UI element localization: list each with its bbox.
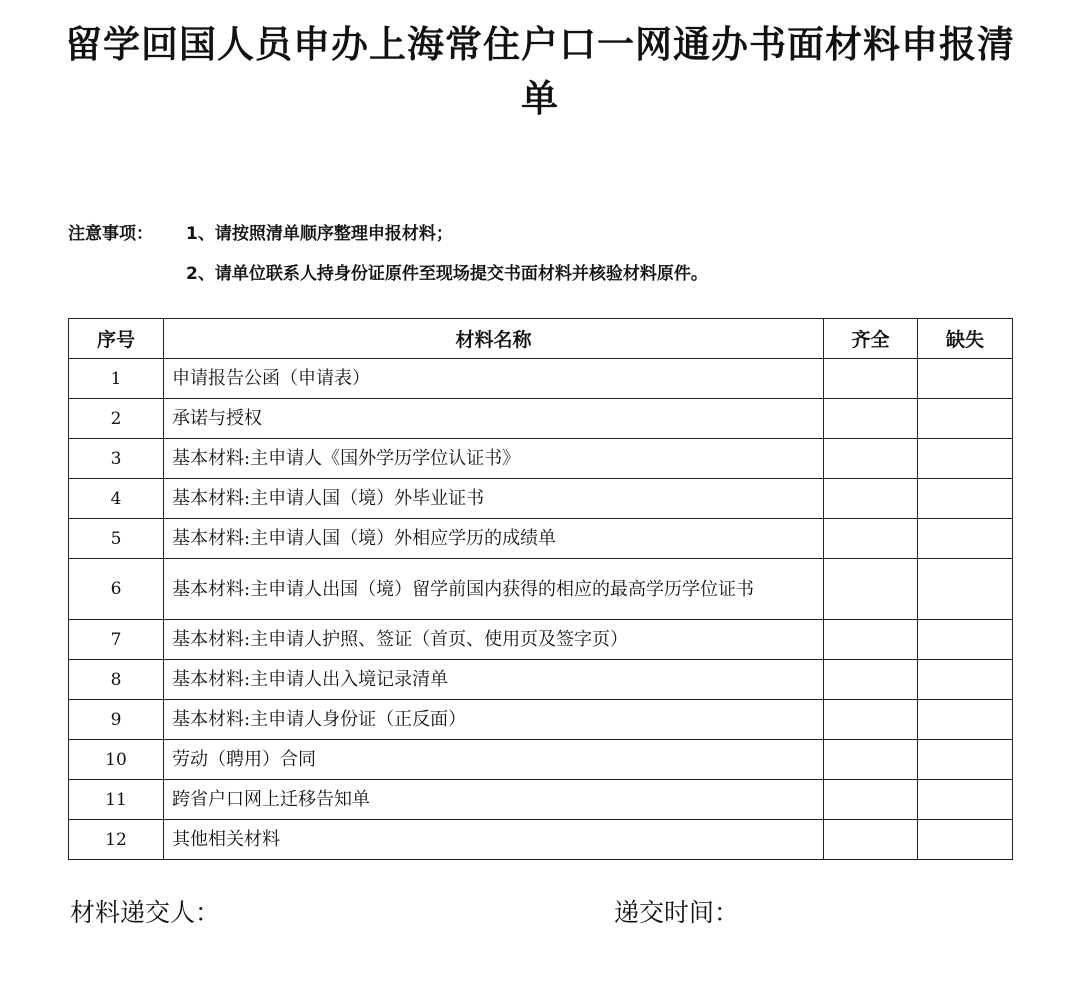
row-complete-cell[interactable] <box>824 519 918 559</box>
row-complete-cell[interactable] <box>824 559 918 620</box>
row-missing-cell[interactable] <box>918 740 1013 780</box>
header-missing: 缺失 <box>918 319 1013 359</box>
table-row <box>69 559 1013 620</box>
header-complete: 齐全 <box>824 319 918 359</box>
row-complete-cell[interactable] <box>824 620 918 660</box>
row-missing-cell[interactable] <box>918 479 1013 519</box>
row-material-name: 基本材料:主申请人出入境记录清单 <box>164 660 824 700</box>
row-number: 1 <box>69 359 164 399</box>
row-missing-cell[interactable] <box>918 519 1013 559</box>
row-missing-cell[interactable] <box>918 660 1013 700</box>
row-material-name: 基本材料:主申请人国（境）外相应学历的成绩单 <box>164 519 824 559</box>
row-missing-cell[interactable] <box>918 559 1013 620</box>
row-missing-cell[interactable] <box>918 700 1013 740</box>
row-missing-cell[interactable] <box>918 439 1013 479</box>
row-material-name: 基本材料:主申请人护照、签证（首页、使用页及签字页） <box>164 620 824 660</box>
row-material-name: 承诺与授权 <box>164 399 824 439</box>
table-row <box>69 479 1013 519</box>
document-title: 留学回国人员申办上海常住户口一网通办书面材料申报清单 <box>65 23 1015 120</box>
row-complete-cell[interactable] <box>824 820 918 860</box>
row-missing-cell[interactable] <box>918 399 1013 439</box>
materials-checklist-table <box>68 318 1013 860</box>
row-material-name: 基本材料:主申请人国（境）外毕业证书 <box>164 479 824 519</box>
row-number: 12 <box>69 820 164 860</box>
row-number: 7 <box>69 620 164 660</box>
row-complete-cell[interactable] <box>824 479 918 519</box>
submitter-label: 材料递交人： <box>70 898 221 927</box>
notes-section <box>68 218 1028 298</box>
row-material-name: 基本材料:主申请人身份证（正反面） <box>164 700 824 740</box>
table-row <box>69 820 1013 860</box>
table-header-row <box>69 319 1013 359</box>
table-row <box>69 439 1013 479</box>
notes-label: 注意事项： <box>68 224 153 244</box>
note-row-1 <box>68 218 1028 258</box>
row-material-name: 基本材料:主申请人《国外学历学位认证书》 <box>164 439 824 479</box>
header-material-name: 材料名称 <box>164 319 824 359</box>
row-material-name: 劳动（聘用）合同 <box>164 740 824 780</box>
row-material-name: 申请报告公函（申请表） <box>164 359 824 399</box>
row-complete-cell[interactable] <box>824 660 918 700</box>
row-complete-cell[interactable] <box>824 439 918 479</box>
row-number: 11 <box>69 780 164 820</box>
row-missing-cell[interactable] <box>918 359 1013 399</box>
table-row <box>69 740 1013 780</box>
table-row <box>69 780 1013 820</box>
row-number: 8 <box>69 660 164 700</box>
row-complete-cell[interactable] <box>824 399 918 439</box>
table-row <box>69 359 1013 399</box>
row-number: 2 <box>69 399 164 439</box>
note-row-2 <box>68 258 1028 298</box>
header-number: 序号 <box>69 319 164 359</box>
row-complete-cell[interactable] <box>824 740 918 780</box>
row-missing-cell[interactable] <box>918 780 1013 820</box>
row-missing-cell[interactable] <box>918 620 1013 660</box>
row-missing-cell[interactable] <box>918 820 1013 860</box>
row-number: 9 <box>69 700 164 740</box>
row-complete-cell[interactable] <box>824 700 918 740</box>
note-item-1: 1、请按照清单顺序整理申报材料； <box>186 224 453 244</box>
row-number: 6 <box>69 559 164 620</box>
row-number: 10 <box>69 740 164 780</box>
table-row <box>69 660 1013 700</box>
table-row <box>69 620 1013 660</box>
table-row <box>69 399 1013 439</box>
row-number: 5 <box>69 519 164 559</box>
row-material-name: 跨省户口网上迁移告知单 <box>164 780 824 820</box>
row-number: 4 <box>69 479 164 519</box>
submission-time-label: 递交时间： <box>614 898 740 927</box>
note-item-2: 2、请单位联系人持身份证原件至现场提交书面材料并核验材料原件。 <box>186 264 708 284</box>
table-row <box>69 519 1013 559</box>
row-material-name: 基本材料:主申请人出国（境）留学前国内获得的相应的最高学历学位证书 <box>164 559 824 620</box>
row-material-name: 其他相关材料 <box>164 820 824 860</box>
row-complete-cell[interactable] <box>824 359 918 399</box>
row-complete-cell[interactable] <box>824 780 918 820</box>
row-number: 3 <box>69 439 164 479</box>
table-row <box>69 700 1013 740</box>
